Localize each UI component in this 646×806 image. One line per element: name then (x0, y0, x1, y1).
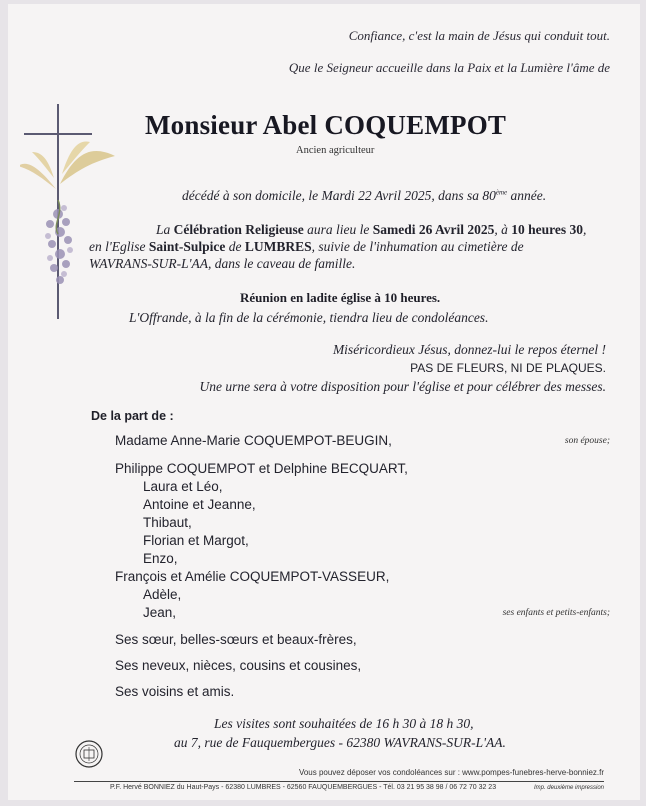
family-member: Enzo, (143, 551, 178, 566)
printer-note: Imp. deuxième impression (533, 785, 604, 791)
visits-line-2: au 7, rue de Fauquembergues - 62380 WAVRANS-SUR-L'AA. (174, 735, 506, 750)
visits-line-1: Les visites sont souhaitées de 16 h 30 à 18 h 30, (214, 716, 474, 731)
family-member: Antoine et Jeanne, (143, 497, 256, 512)
family-member: Adèle, (143, 587, 182, 602)
header-quote: Confiance, c'est la main de Jésus qui conduit tout. (348, 28, 610, 43)
family-member: François et Amélie COQUEMPOT-VASSEUR, (115, 569, 390, 584)
funeral-home-logo-icon (74, 739, 104, 769)
spouse-note: son épouse; (564, 436, 610, 446)
urn-note: Une urne sera à votre disposition pour l'église et pour célébrer des messes. (199, 379, 606, 394)
ceremony-line-3: WAVRANS-SUR-L'AA, dans le caveau de famille. (89, 256, 356, 271)
ceremony-line-1: La Célébration Religieuse aura lieu le Samedi 26 Avril 2025, à 10 heures 30, (156, 222, 587, 237)
header-prayer: Que le Seigneur accueille dans la Paix et la Lumière l'âme de (288, 60, 610, 75)
cross-flower-icon (20, 104, 130, 324)
deceased-name: Monsieur Abel COQUEMPOT (145, 110, 507, 140)
death-notice: décédé à son domicile, le Mardi 22 Avril 2025, dans sa 80ème année. (182, 188, 547, 203)
children-note: ses enfants et petits-enfants; (502, 608, 610, 618)
no-flowers-note: PAS DE FLEURS, NI DE PLAQUES. (410, 361, 606, 375)
siblings-line: Ses sœur, belles-sœurs et beaux-frères, (115, 632, 357, 647)
nephews-line: Ses neveux, nièces, cousins et cousines, (115, 658, 362, 673)
gathering-title: Réunion en ladite église à 10 heures. (240, 290, 441, 305)
family-member: Thibaut, (143, 515, 192, 530)
obituary-card (8, 4, 640, 800)
family-member: Laura et Léo, (143, 479, 223, 494)
family-member: Jean, (143, 605, 177, 620)
family-member: Philippe COQUEMPOT et Delphine BECQUART, (115, 461, 408, 476)
neighbours-line: Ses voisins et amis. (115, 684, 235, 699)
family-heading: De la part de : (91, 409, 174, 423)
condolences-website: Vous pouvez déposer vos condoléances sur : www.pompes-funebres-herve-bonniez.fr (298, 768, 604, 777)
funeral-home-details: P.F. Hervé BONNIEZ du Haut-Pays - 62380 LUMBRES - 62560 FAUQUEMBERGUES - Tél. 03 21 95 38 98 / 06 72 70 32 23 (110, 784, 497, 791)
spouse-line: Madame Anne-Marie COQUEMPOT-BEUGIN, (115, 433, 392, 448)
deceased-occupation: Ancien agriculteur (296, 145, 375, 156)
prayer-note: Miséricordieux Jésus, donnez-lui le repos éternel ! (332, 342, 606, 357)
family-member: Florian et Margot, (143, 533, 249, 548)
offering-text: L'Offrande, à la fin de la cérémonie, tiendra lieu de condoléances. (129, 310, 489, 325)
footer-divider (74, 781, 604, 782)
ceremony-line-2: en l'Eglise Saint-Sulpice de LUMBRES, suivie de l'inhumation au cimetière de (89, 239, 524, 254)
